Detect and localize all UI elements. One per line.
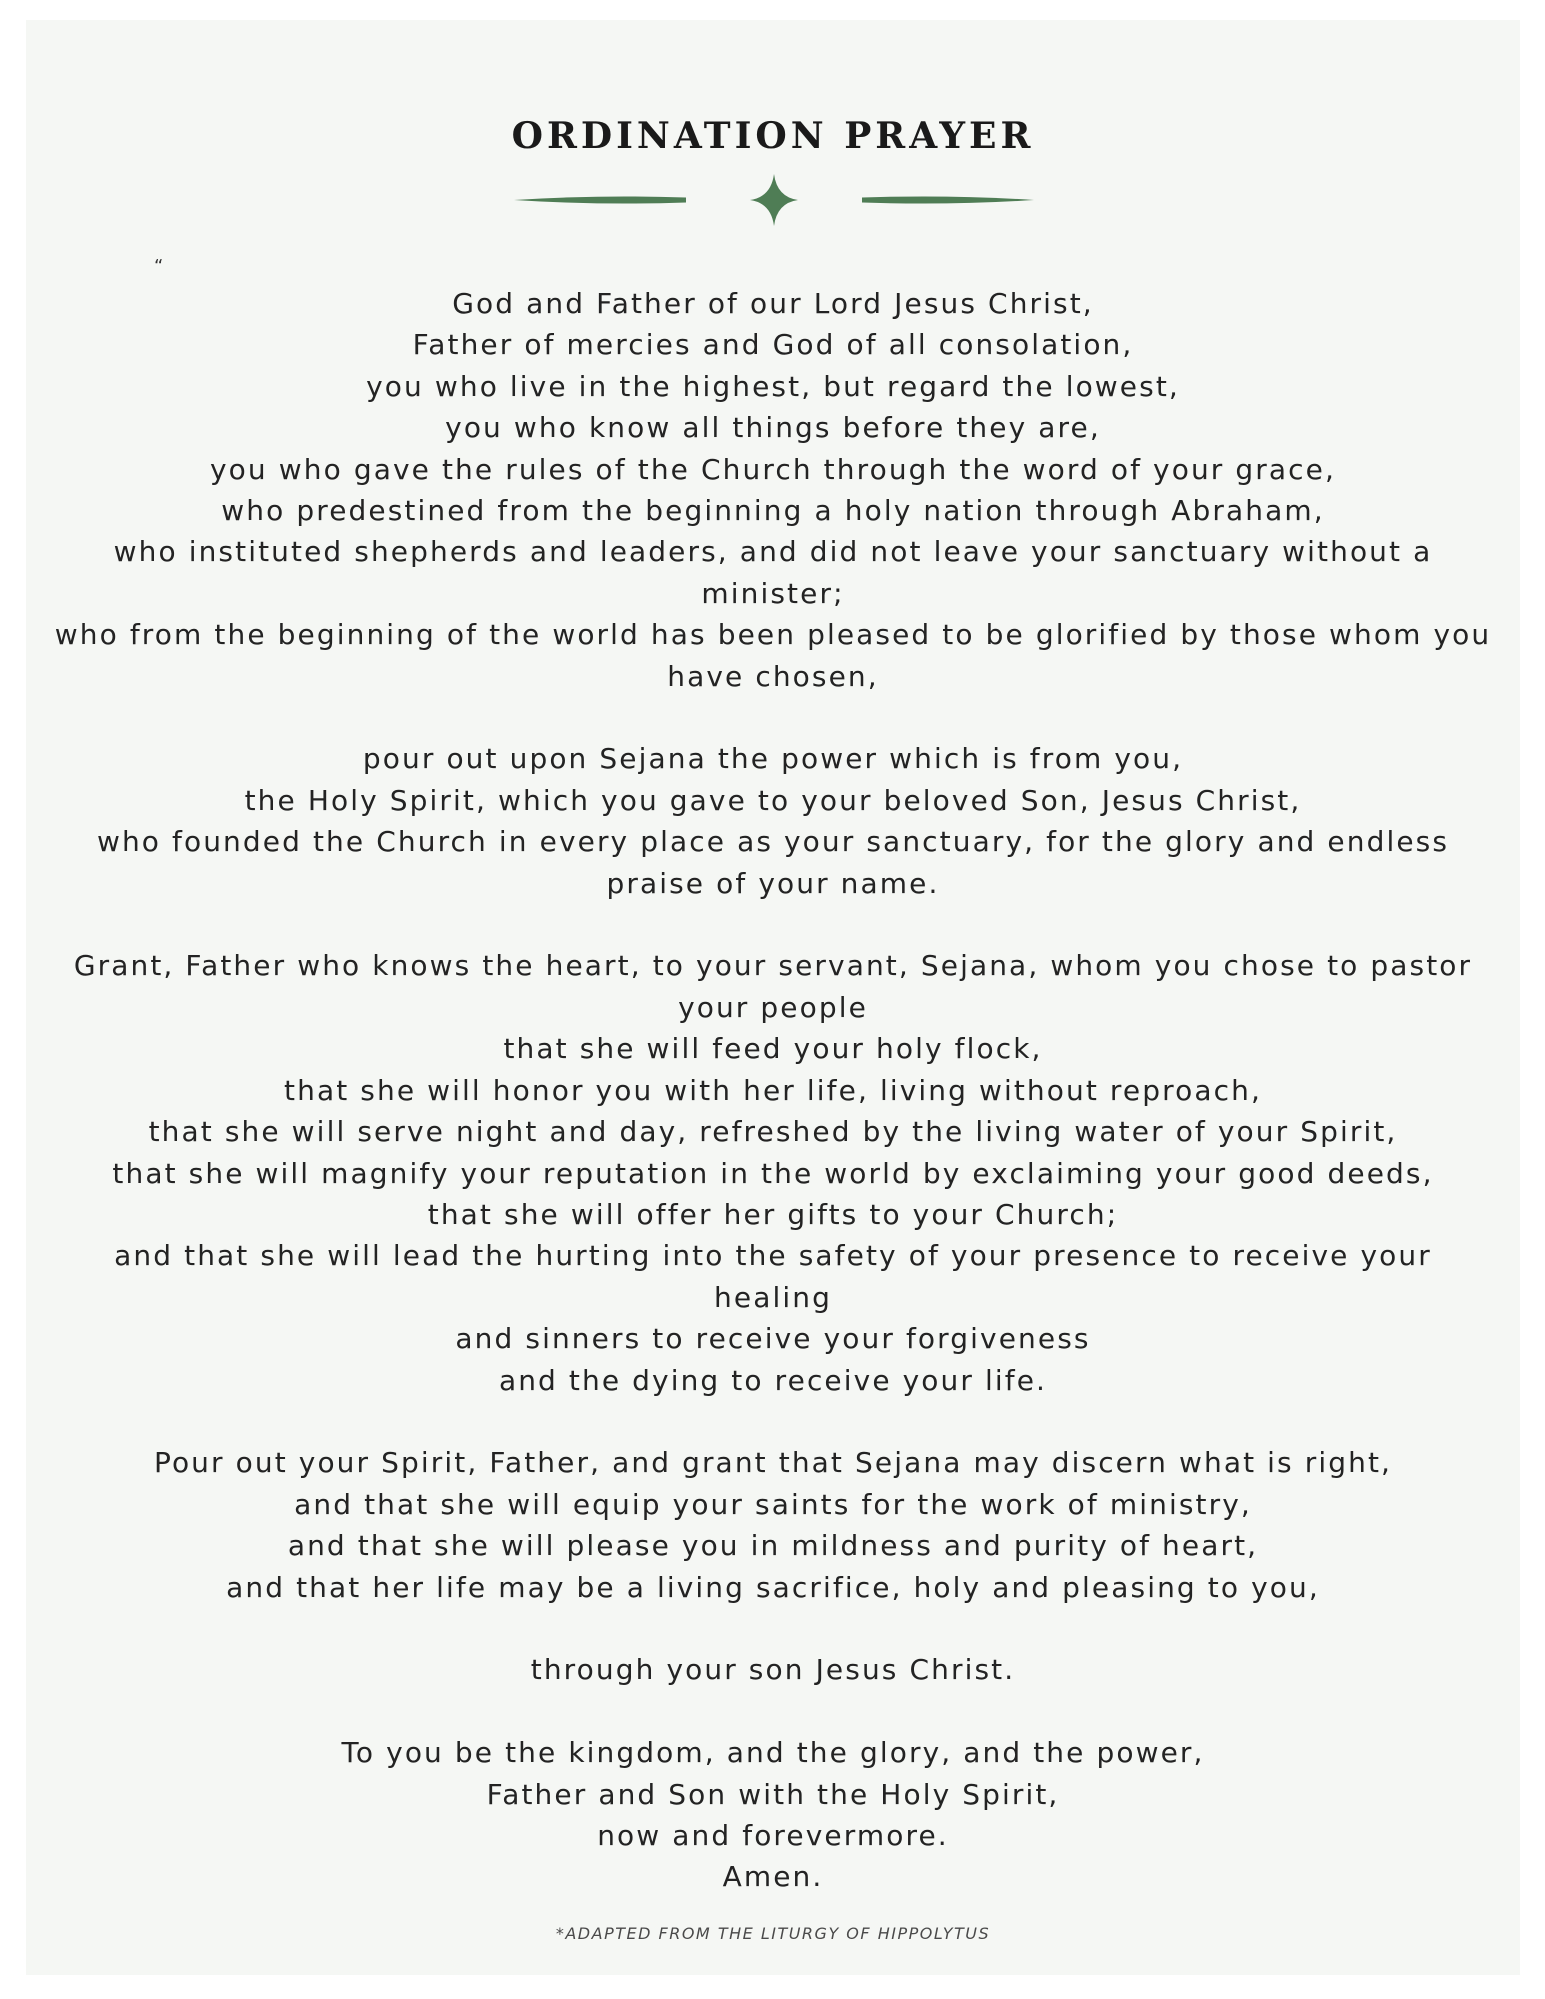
stanza-gap <box>54 1608 1492 1649</box>
prayer-line: pour out upon Sejana the power which is from you, <box>362 742 1184 776</box>
prayer-line: that she will serve night and day, refreshed by the living water of your Spirit, <box>148 1115 1398 1149</box>
prayer-line: who instituted shepherds and leaders, and did not leave your sanctuary without a minister; <box>113 535 1433 610</box>
prayer-line: and the dying to receive your life. <box>498 1363 1048 1397</box>
prayer-line: you who gave the rules of the Church through the word of your grace, <box>210 452 1336 486</box>
prayer-line: and that she will please you in mildness and purity of heart, <box>287 1529 1259 1563</box>
stanza-gap <box>54 1401 1492 1442</box>
divider-right-line <box>862 196 1034 203</box>
four-point-star-icon <box>750 174 798 226</box>
prayer-line: Father of mercies and God of all consolation, <box>412 328 1134 362</box>
prayer-line: God and Father of our Lord Jesus Christ, <box>452 287 1094 320</box>
prayer-line: that she will feed your holy flock, <box>503 1032 1043 1066</box>
prayer-line: who predestined from the beginning a holy nation through Abraham, <box>221 494 1325 528</box>
prayer-body <box>54 283 1492 1898</box>
page-title: ORDINATION PRAYER <box>511 115 1035 157</box>
prayer-line: and sinners to receive your forgiveness <box>455 1322 1091 1356</box>
prayer-line: you who know all things before they are, <box>445 411 1101 445</box>
prayer-line: Father and Son with the Holy Spirit, <box>486 1777 1060 1811</box>
prayer-line: who from the beginning of the world has been pleased to be glorified by those whom you have chosen, <box>54 618 1492 693</box>
prayer-line: and that she will equip your saints for the work of ministry, <box>294 1487 1252 1521</box>
prayer-line: who founded the Church in every place as your sanctuary, for the glory and endless praise of your name. <box>96 825 1450 900</box>
opening-quote-mark: “ <box>154 256 164 277</box>
prayer-line: through your son Jesus Christ. <box>530 1653 1016 1687</box>
prayer-line: and that she will lead the hurting into the safety of your presence to receive your healing <box>114 1239 1432 1314</box>
prayer-line: and that her life may be a living sacrifice, holy and pleasing to you, <box>226 1570 1320 1604</box>
attribution-footnote: *ADAPTED FROM THE LITURGY OF HIPPOLYTUS <box>555 1924 991 1943</box>
title-divider <box>514 170 1034 230</box>
prayer-line: Grant, Father who knows the heart, to your servant, Sejana, whom you chose to pastor your people <box>73 949 1473 1024</box>
prayer-line: Amen. <box>722 1860 824 1894</box>
prayer-line: the Holy Spirit, which you gave to your beloved Son, Jesus Christ, <box>244 783 1302 817</box>
stanza-gap <box>54 904 1492 945</box>
stanza-gap <box>54 697 1492 738</box>
prayer-line: To you be the kingdom, and the glory, and the power, <box>341 1736 1205 1770</box>
prayer-line: that she will magnify your reputation in the world by exclaiming your good deeds, <box>112 1156 1434 1190</box>
prayer-line: you who live in the highest, but regard the lowest, <box>366 369 1180 403</box>
divider-left-line <box>514 196 686 203</box>
prayer-line: that she will honor you with her life, living without reproach, <box>284 1073 1262 1107</box>
stanza-gap <box>54 1691 1492 1732</box>
prayer-page <box>26 20 1520 1975</box>
prayer-line: now and forevermore. <box>597 1818 949 1852</box>
prayer-line: Pour out your Spirit, Father, and grant that Sejana may discern what is right, <box>153 1446 1393 1480</box>
prayer-line: that she will offer her gifts to your Church; <box>427 1197 1119 1231</box>
